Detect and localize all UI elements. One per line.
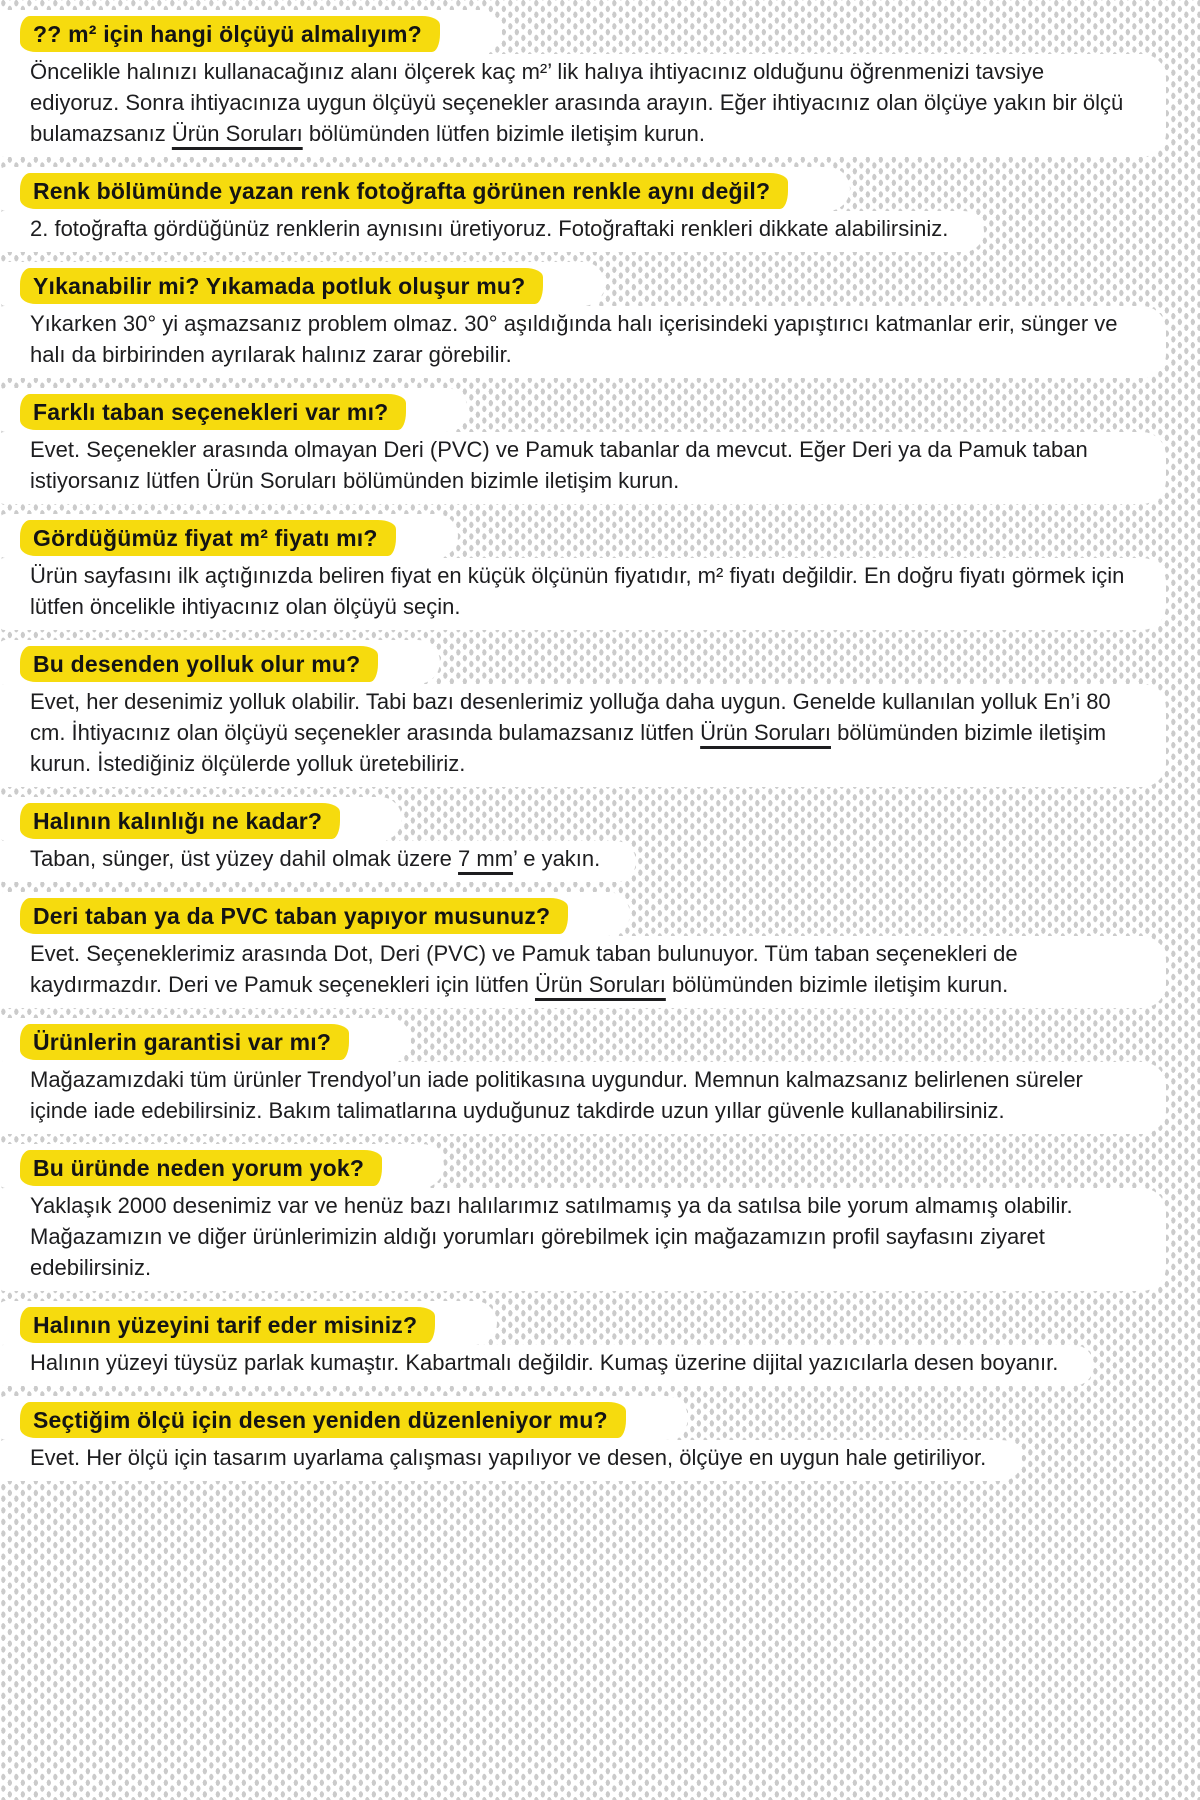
faq-item bbox=[0, 1144, 1200, 1291]
faq-question: Gördüğümüz fiyat m² fiyatı mı? bbox=[20, 520, 396, 556]
answer-wrap bbox=[0, 211, 984, 252]
faq-item bbox=[0, 1396, 1200, 1481]
question-highlight-wrap bbox=[0, 1144, 444, 1188]
faq-item bbox=[0, 262, 1200, 378]
faq-answer bbox=[30, 1442, 986, 1473]
answer-text: Yıkarken 30° yi aşmazsanız problem olmaz. 30° aşıldığında halı içerisindeki yapıştırıcı katmanlar erir, sünger ve halı da birbirinden ayrılarak halınız zarar görebilir. bbox=[30, 311, 1118, 367]
faq-item bbox=[0, 10, 1200, 157]
question-highlight-wrap bbox=[0, 892, 630, 936]
faq-item bbox=[0, 797, 1200, 882]
answer-text: 2. fotoğrafta gördüğünüz renklerin aynısını üretiyoruz. Fotoğraftaki renkleri dikkate alabilirsiniz. bbox=[30, 216, 949, 241]
answer-wrap bbox=[0, 684, 1166, 787]
faq-item bbox=[0, 514, 1200, 630]
question-highlight-wrap bbox=[0, 797, 402, 841]
question-highlight-wrap bbox=[0, 640, 440, 684]
faq-item bbox=[0, 892, 1200, 1008]
answer-text: Evet. Seçenekler arasında olmayan Deri (PVC) ve Pamuk tabanlar da mevcut. Eğer Deri ya da Pamuk taban istiyorsanız lütfen Ürün Soruları bölümünden bizimle iletişim kurun. bbox=[30, 437, 1088, 493]
answer-text: Mağazamızdaki tüm ürünler Trendyol’un iade politikasına uygundur. Memnun kalmazsanız belirlenen süreler içinde iade edebilirsiniz. Bakım talimatlarına uyduğunuz takdirde uzun yıllar güvenle kullanabilirsiniz. bbox=[30, 1067, 1083, 1123]
question-highlight-wrap bbox=[0, 262, 605, 306]
answer-wrap bbox=[0, 432, 1166, 504]
question-highlight-wrap bbox=[0, 388, 468, 432]
faq-answer bbox=[30, 1064, 1130, 1126]
faq-question: Halının yüzeyini tarif eder misiniz? bbox=[20, 1307, 435, 1343]
faq-item bbox=[0, 1301, 1200, 1386]
answer-text: bölümünden bizimle iletişim kurun. bbox=[665, 972, 1009, 997]
faq-answer bbox=[30, 686, 1130, 779]
faq-answer bbox=[30, 56, 1130, 149]
faq-question: Deri taban ya da PVC taban yapıyor musunuz? bbox=[20, 898, 568, 934]
answer-wrap bbox=[0, 936, 1166, 1008]
answer-wrap bbox=[0, 306, 1166, 378]
answer-wrap bbox=[0, 1440, 1022, 1481]
faq-question: Bu üründe neden yorum yok? bbox=[20, 1150, 382, 1186]
faq-answer bbox=[30, 213, 948, 244]
answer-text: Öncelikle halınızı kullanacağınız alanı ölçerek kaç m²’ lik halıya ihtiyacınız olduğunu öğrenmenizi tavsiye ediyoruz. Sonra ihtiyacınıza uygun ölçüyü seçenekler arasında arayın. Eğer ihtiyacınız olan ölçüye yakın bir ölçü bulamazsanız bbox=[30, 59, 1124, 146]
inline-link[interactable]: 7 mm bbox=[458, 846, 514, 871]
answer-text: Evet, her desenimiz yolluk olabilir. Tabi bazı desenlerimiz yolluğa daha uygun. Genelde kullanılan yolluk En’i 80 cm. İhtiyacınız olan ölçüyü seçenekler arasında bulamazsanız lütfen bbox=[30, 689, 1111, 745]
answer-text: Yaklaşık 2000 desenimiz var ve henüz bazı halılarımız satılmamış ya da satılsa bile yorum almamış olabilir. Mağazamızın ve diğer ürünlerimizin aldığı yorumları görebilmek için mağazamızın profil sayfasını ziyaret edebilirsiniz. bbox=[30, 1193, 1073, 1280]
faq-question: Ürünlerin garantisi var mı? bbox=[20, 1024, 349, 1060]
faq-item bbox=[0, 640, 1200, 787]
faq-item bbox=[0, 1018, 1200, 1134]
question-highlight-wrap bbox=[0, 1301, 497, 1345]
faq-answer bbox=[30, 434, 1130, 496]
faq-item bbox=[0, 388, 1200, 504]
faq-question: Bu desenden yolluk olur mu? bbox=[20, 646, 378, 682]
answer-text: ’ e yakın. bbox=[513, 846, 601, 871]
answer-text: Evet. Seçeneklerimiz arasında Dot, Deri (PVC) ve Pamuk taban bulunuyor. Tüm taban seçenekleri de kaydırmazdır. Deri ve Pamuk seçenekleri için lütfen bbox=[30, 941, 1018, 997]
inline-link[interactable]: Ürün Soruları bbox=[171, 121, 303, 146]
faq-answer bbox=[30, 843, 600, 874]
answer-text: Halının yüzeyi tüysüz parlak kumaştır. Kabartmalı değildir. Kumaş üzerine dijital yazıcılarla desen boyanır. bbox=[30, 1350, 1059, 1375]
faq-item bbox=[0, 167, 1200, 252]
answer-text: Ürün sayfasını ilk açtığınızda beliren fiyat en küçük ölçünün fiyatıdır, m² fiyatı değildir. En doğru fiyatı görmek için lütfen öncelikle ihtiyacınız olan ölçüyü seçin. bbox=[30, 563, 1125, 619]
question-highlight-wrap bbox=[0, 1396, 688, 1440]
inline-link[interactable]: Ürün Soruları bbox=[700, 720, 831, 745]
answer-text: Evet. Her ölçü için tasarım uyarlama çalışması yapılıyor ve desen, ölçüye en uygun hale getiriliyor. bbox=[30, 1445, 987, 1470]
faq-question: ?? m² için hangi ölçüyü almalıyım? bbox=[20, 16, 440, 52]
faq-question: Farklı taban seçenekleri var mı? bbox=[20, 394, 406, 430]
question-highlight-wrap bbox=[0, 167, 850, 211]
faq-answer bbox=[30, 560, 1130, 622]
faq-answer bbox=[30, 308, 1130, 370]
faq-question: Halının kalınlığı ne kadar? bbox=[20, 803, 340, 839]
answer-wrap bbox=[0, 1345, 1094, 1386]
answer-wrap bbox=[0, 54, 1166, 157]
faq-question: Yıkanabilir mi? Yıkamada potluk oluşur mu? bbox=[20, 268, 543, 304]
inline-link[interactable]: Ürün Soruları bbox=[534, 972, 666, 997]
faq-question: Renk bölümünde yazan renk fotoğrafta görünen renkle aynı değil? bbox=[20, 173, 788, 209]
question-highlight-wrap bbox=[0, 10, 502, 54]
question-highlight-wrap bbox=[0, 514, 458, 558]
answer-wrap bbox=[0, 841, 636, 882]
answer-text: Taban, sünger, üst yüzey dahil olmak üzere bbox=[30, 846, 459, 871]
faq-list bbox=[0, 10, 1200, 1481]
answer-wrap bbox=[0, 1188, 1166, 1291]
answer-text: bölümünden lütfen bizimle iletişim kurun. bbox=[302, 121, 706, 146]
answer-text: bölümünden bizimle iletişim kurun. İstediğiniz ölçülerde yolluk üretebiliriz. bbox=[30, 720, 1107, 776]
faq-answer bbox=[30, 1347, 1058, 1378]
faq-question: Seçtiğim ölçü için desen yeniden düzenleniyor mu? bbox=[20, 1402, 626, 1438]
faq-answer bbox=[30, 1190, 1130, 1283]
faq-answer bbox=[30, 938, 1130, 1000]
question-highlight-wrap bbox=[0, 1018, 411, 1062]
answer-wrap bbox=[0, 558, 1166, 630]
answer-wrap bbox=[0, 1062, 1166, 1134]
